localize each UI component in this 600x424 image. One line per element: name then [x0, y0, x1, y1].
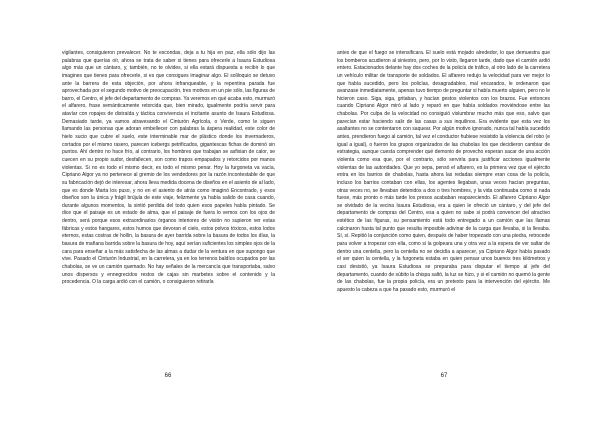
right-page: [300, 0, 600, 424]
left-page-text: vigilantes, consiguieron prevalecer. No te escondas, deja a tu hija en paz, ella sólo dijo las palabras que querías oír, ahora se trata de saber si tienes para ofrecerle a Isaura Estudiosa algo más que un cántaro, y, también, no te olvides, si ella estará dispuesta a recibir lo que imagines que tienes para ofrecerle, si es que consigues imaginar algo. El soliloquio se detuvo ante la barrera de esta objeción, por ahora infranqueable, y la repentina parada fue aprovechada por el segundo motivo de preocupación, tres motivos en un pie sólo, las figuras de barro, el Centro, el jefe del departamento de compras. Ya veremos en qué acaba esto, murmuró el alfarero, frase semánticamente retorcida que, bien mirado, igualmente podría servir para atavíar con ropajes de distraída y táctica convivencia el incitante asunto de Isaura Estudiosa. Demasiado tarde, ya vamos atravesando el Cinturón Agrícola, o Verde, como le siguen llamando las personas que adoran embellecer con palabras la áspera realidad, este color de hielo sucio que cubre el suelo, este interminable mar de plástico donde los invernaderos, cortados por el mismo rasero, parecen icebergs petrificados, gigantescas fichas de dominó sin puntos. Ahí dentro no hace frío, al contrario, los hombres que trabajan se asfixian de calor, se cuecen en su propio sudor, desfallecen, son como trapos empapados y retorcidos por manos violentas. Si no es todo el mismo decir, es todo el mismo penar. Hoy la furgoneta va vacía, Cipriano Algor ya no pertenece al gremio de los vendedores por la razón incontestable de que su fabricación dejó de interesar, ahora lleva medida docena de diseños en el asiento de al lado, que es donde Marta los puso, y no en el asiento de atrás como imaginó Encontrado, y esos diseños son la única y frágil brújula de este viaje, felizmente ya había salido de casa cuando, durante algunos momentos, la sintió perdida del todo quien esos papeles había pintado. Se dice que el paisaje es un estado de alma, que el paisaje de fuera lo vemos con los ojos de dentro, será porque esos extraordinarios órganos interiores de visión no supieron ver estas fábricas y estos hangares, estos humos que devoran el cielo, estos polvos tóxicos, estos lodos eternos, estas costras de hollín, la basura de ayer barrida sobre la basura de todos los días, la basura de mañana barrida sobre la basura de hoy, aquí serían suficientes los simples ojos de la cara para enseñar a la más satisfecha de las almas a dudar de la ventura en que supongo que vive. Pasado el Cinturón Industrial, en la carretera, ya en los terrenos baldíos ocupados por las chabolas, se ve un camión quemado. No hay señales de la mercancía que transportaba, salvo unos dispersos y ennegrecidos restos de cajas sin marbetes sobre el contenido y la procedencia. O la carga ardió con el camión, o consiguieron retirarla: [62, 50, 275, 286]
right-page-number: 67: [440, 373, 448, 379]
left-page-number: 66: [164, 373, 172, 379]
right-page-text: antes de que el fuego se intensificara. El suelo está mojado alrededor, lo que demuestra que los bomberos acudieron al siniestro, pero, por lo visto, llegaron tarde, dado que el camión ardió entero. Estacionados delante hay dos coches de la policía de tráfico, al otro lado de la carretera un vehículo militar de transporte de soldados. El alfarero redujo la velocidad para ver mejor lo que había sucedido, pero los policías, desagradables, mal encarados, le ordenaron que avanzase inmediatamente, apenas tuvo tiempo de preguntar si había muerto alguien, pero no le hicieron caso. Siga, siga, gritaban, y hacían gestos violentos con los brazos. Fue entonces cuando Cipriano Algor miró al lado y reparó en que había soldados moviéndose entre las chabolas. Por culpa de la velocidad no consiguió vislumbrar mucho más que eso, salvo que parecían estar haciendo salir de las casas a sus inquilinos. Era evidente que esta vez los asaltantes no se contentaron con saquear. Por algún motivo ignorado, nunca tal había sucedido antes, prendieron fuego al camión, tal vez el conductor hubiese resistido la violencia del robo (e igual a igual), o fueron los grupos organizados de las chabolas los que decidieron cambiar de estrategia, aunque cuesta comprender qué demonio de provecho esperan sacar de una acción violenta como esa que, por el contrario, sólo serviría para justificar acciones igualmente violentas de las autoridades. Que yo sepa, pensó el alfarero, es la primera vez que el ejército entra en los barrios de chabolas, hasta ahora las redadas siempre eran cosa de la policía, incluso los barrios contaban con ellas, los agentes llegaban, unas veces hacían preguntas, otras veces no, se llevaban detenidos a dos o tres hombres, y la vida continuaba como si nada fuese, más pronto o más tarde los presos acababan reapareciendo. El alfarero Cipriano Algor se olvidado de la vecina Isaura Estudiosa, era a quien le ofreció un cántaro, y del jefe del departamento de compras del Centro, esa a quien no sabe si podrá convencer del atractivo estético de las figuras, su pensamiento está todo entregado a un camión que las llamas calcinaron hasta tal punto que resulta imposible adivinar de la carga que llevaba, si la llevaba. Sí, sí. Repitió la conjunción como quien, después de haber tropezado con una piedra, retrocede para volver a tropezar con ella, como si la golpeara una y otra vez a la espera de ver saltar de dentro una centella, pero la centella no se decidía a aparecer, ya Cipriano Algor había pasado el ser quien la centella, y la furgoneta estaba en quien pensar unos buenos tres kilómetros y casi desistió, ya Isaura Estudiosa se preparaba para disputar el tiempo al jefe del departamento, cuando de súbito la chispa saltó, la luz se hizo, y si el camión no quemó la gente de las chabolas, fue la propia policía, era un pretexto para la intervención del ejército. Me apuesto la cabeza a que ha pasado esto, murmuró el: [337, 50, 550, 293]
